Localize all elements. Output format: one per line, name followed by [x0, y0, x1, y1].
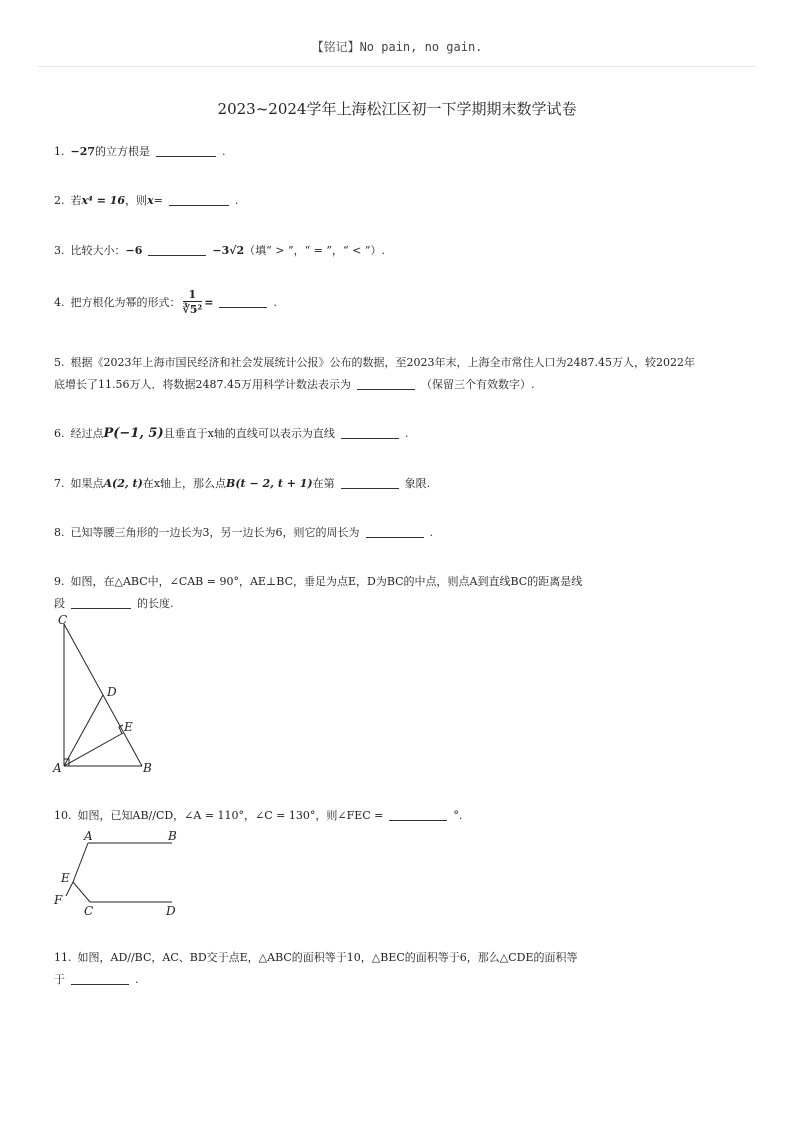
question-2: 2. 若x⁴ = 16，则x= . — [54, 194, 239, 207]
question-9: 9. 如图，在△ABC中，∠CAB = 90°，AE⊥BC，垂足为点E，D为BC的中点，则点A到直线BC的距离是线 段 的长度. — [54, 575, 583, 610]
answer-blank-6[interactable] — [341, 425, 399, 439]
label-d: D — [166, 904, 176, 918]
question-1: 1. −27的立方根是 . — [54, 145, 226, 158]
answer-blank-5[interactable] — [357, 376, 415, 390]
label-a: A — [53, 761, 62, 775]
answer-blank-4[interactable] — [219, 294, 267, 308]
question-5: 5. 根据《2023年上海市国民经济和社会发展统计公报》公布的数据，至2023年末，上海全市常住人口为2487.45万人，较2022年 底增长了11.56万人．将数据2487.45万用科学计数法表示为 （保留三个有效数字）. — [54, 356, 695, 391]
question-8: 8. 已知等腰三角形的一边长为3，另一边长为6，则它的周长为 . — [54, 526, 433, 539]
question-11: 11. 如图，AD//BC，AC、BD交于点E，△ABC的面积等于10，△BEC的面积等于6，那么△CDE的面积等 于 . — [54, 951, 578, 986]
question-4: 4. 把方根化为幂的形式： $\frac{1}{\text{∛5²}}$ = . — [54, 288, 277, 316]
label-b: B — [168, 829, 177, 843]
label-e: E — [61, 871, 70, 885]
answer-blank-9[interactable] — [71, 595, 131, 609]
answer-blank-11[interactable] — [71, 971, 129, 985]
figure-10-parallel-lines — [50, 826, 185, 921]
question-7: 7. 如果点A(2, t)在x轴上，那么点B(t − 2, t + 1)在第 象限. — [54, 477, 431, 490]
answer-blank-3[interactable] — [148, 242, 206, 256]
label-b: B — [143, 761, 152, 775]
label-c: C — [84, 904, 94, 918]
exam-title: 2023~2024学年上海松江区初一下学期期末数学试卷 — [217, 100, 577, 118]
question-6: 6. 经过点P(−1, 5)且垂直于x轴的直线可以表示为直线 . — [54, 426, 409, 441]
answer-blank-2[interactable] — [169, 192, 229, 206]
answer-blank-10[interactable] — [389, 807, 447, 821]
label-a: A — [84, 829, 93, 843]
answer-blank-7[interactable] — [341, 475, 399, 489]
header-divider — [38, 66, 756, 67]
label-c: C — [58, 613, 68, 627]
line-ae — [73, 843, 88, 882]
label-e: E — [124, 720, 133, 734]
question-3: 3. 比较大小：−6 −3√2（填“ > ”，“ = ”，“ < ”）. — [54, 244, 386, 257]
answer-blank-1[interactable] — [156, 143, 216, 157]
label-f: F — [54, 893, 63, 907]
fraction: $\frac{1}{\text{∛5²}}$ — [182, 288, 203, 316]
answer-blank-8[interactable] — [366, 524, 424, 538]
question-10: 10. 如图，已知AB//CD，∠A = 110°，∠C = 130°，则∠FEC = °. — [54, 809, 463, 822]
figure-9-triangle — [50, 612, 170, 777]
line-ec — [73, 882, 90, 902]
label-d: D — [107, 685, 117, 699]
page-header: 【铭记】No pain, no gain. — [311, 40, 483, 54]
